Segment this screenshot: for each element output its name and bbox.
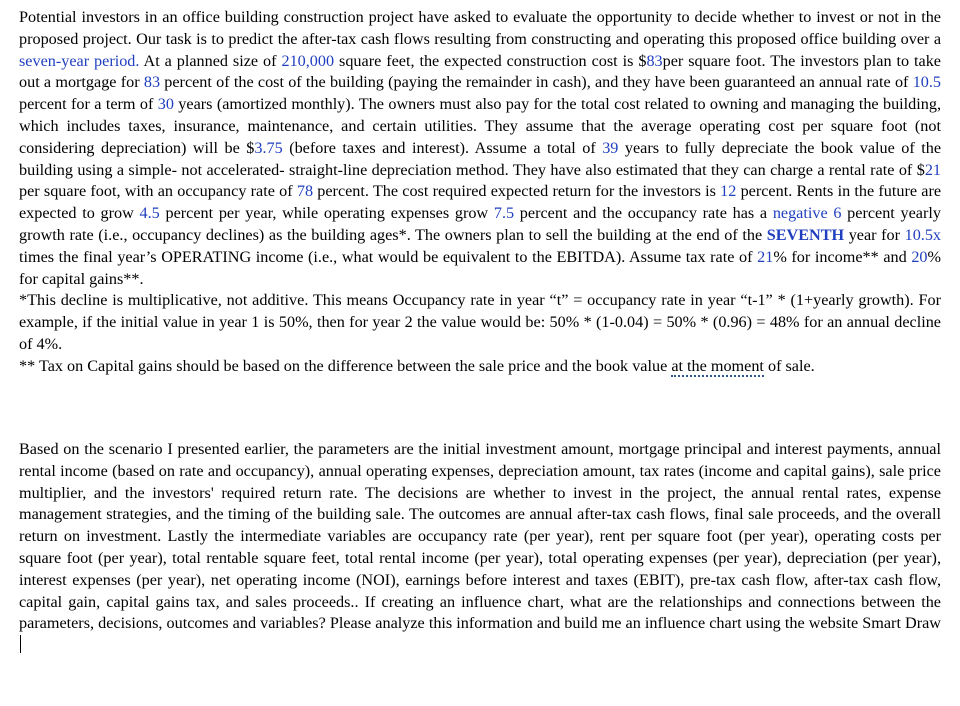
value-required-return: 12 [720,182,737,201]
text-run: At a planned size of [139,51,282,70]
text-run: per square foot. The investors plan to take out a mortgage for [19,51,941,92]
value-construction-cost: 83 [646,51,663,70]
value-occupancy-growth: negative 6 [772,204,842,223]
value-capital-gains-tax: 20 [911,247,928,266]
text-run: percent for a term of [19,95,158,114]
text-run: of sale. [763,356,815,375]
text-run: percent of the cost of the building (paying the remainder in cash), and they have been guaranteed an annual rate of [160,73,913,92]
value-rent-growth: 4.5 [139,204,160,223]
value-sale-year: SEVENTH [766,225,845,244]
value-term: 30 [157,95,174,114]
value-occupancy: 78 [296,182,314,201]
value-size: 210,000 [281,51,335,70]
question-paragraph[interactable] [19,439,941,657]
scenario-text-block [19,7,941,378]
value-operating-cost: 3.75 [254,138,283,157]
question-text: Based on the scenario I presented earlier, the parameters are the initial investment amount, mortgage principal and interest payments, annual rental income (based on rate and occupancy), annual operating expenses, depreciation amount, tax rates (income and capital gains), sale price multiplier, and the investors' required return rate. The decisions are whether to invest in the project, the annual rental rates, expense management strategies, and the timing of the building sale. The outcomes are annual after-tax cash flows, final sale proceeds, and the overall return on investment. Lastly the intermediate variables are occupancy rate (per year), rent per square foot (per year), operating costs per square foot (per year), total rentable square feet, total rental income (per year), total operating expenses (per year), depreciation (per year), interest expenses (per year), net operating income (NOI), earnings before interest and taxes (EBIT), pre-tax cash flow, after-tax cash flow, capital gain, capital gains tax, and sales proceeds.. If creating an influence chart, what are the relationships and connections between the parameters, decisions, outcomes and variables? Please analyze this information and build me an influence chart using the website Smart Draw [19,440,941,633]
text-run: % for capital gains**. [19,247,941,288]
value-rental-rate: 21 [924,160,941,179]
text-run: ** Tax on Capital gains should be based on the difference between the sale price and the book value [19,356,672,375]
value-depreciation-years: 39 [602,138,619,157]
value-expense-growth: 7.5 [493,204,515,223]
text-run: percent and the occupancy rate has a [514,204,773,223]
text-run: years to fully depreciate the book value of the building using a simple- not accelerated- straight-line depreciation method. They have also estimated that they can charge a rental rate of $ [19,138,941,179]
text-run: Potential investors in an office building construction project have asked to evaluate the opportunity to decide whether to invest or not in the proposed project. Our task is to predict the after-tax cash flows resulting from constructing and operating this proposed office building over a [19,8,941,48]
footnote-occupancy: *This decline is multiplicative, not additive. This means Occupancy rate in year “t” = occupancy rate in year “t-1” * (1+yearly growth). For example, if the initial value in year 1 is 50%, then for year 2 the value would be: 50% * (1-0.04) = 50% * (0.96) = 48% for an annual decline of 4%. [19,291,941,353]
underlined-phrase: at the moment [671,356,764,375]
text-run: (before taxes and interest). Assume a total of [282,138,603,157]
value-income-tax: 21 [757,247,774,266]
text-run: year for [844,225,905,244]
text-run: per square foot, with an occupancy rate of [19,182,297,201]
footnote-capital-gains [19,356,941,378]
text-run: square feet, the expected construction cost is $ [334,51,647,70]
value-period: seven-year period. [19,51,140,70]
text-run: percent yearly growth rate (i.e., occupancy declines) as the building ages*. The owners plan to sell the building at the end of the [19,204,941,244]
text-run: years (amortized monthly). The owners must also pay for the total cost related to owning and managing the building, which includes taxes, insurance, maintenance, and certain utilities. They assume that the average operating cost per square foot (not considering depreciation) will be $ [19,95,941,157]
scenario-paragraph [19,7,941,290]
text-run: percent. The cost required expected return for the investors is [313,182,721,201]
text-cursor [20,635,21,653]
value-mortgage-percent: 83 [143,73,161,92]
text-run: % for income** and [773,247,912,266]
text-run: percent. Rents in the future are expected to grow [19,182,942,223]
value-interest-rate: 10.5 [912,73,942,92]
value-sale-multiple: 10.5x [904,225,942,244]
question-text-block[interactable] [19,439,941,657]
text-run: times the final year’s OPERATING income (i.e., what would be equivalent to the EBITDA). Assume tax rate of [19,247,758,266]
text-run: percent per year, while operating expenses grow [159,204,494,223]
